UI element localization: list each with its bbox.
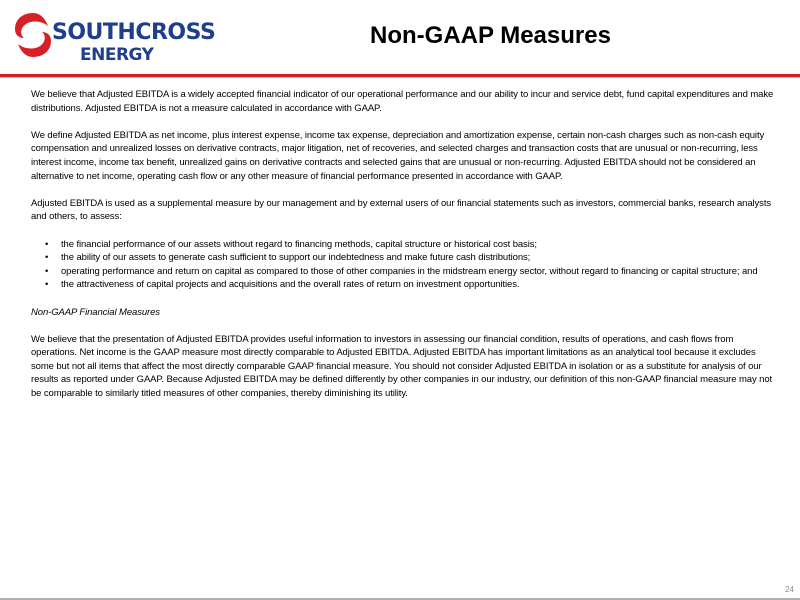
bullet-list [31, 238, 776, 292]
bullet-item: • the attractiveness of capital projects and acquisitions and the overall rates of return on investment opportunities. [31, 278, 776, 292]
bullet-item: • operating performance and return on capital as compared to those of other companies in the midstream energy sector, without regard to financing or capital structure; and [31, 265, 776, 279]
page-title: Non-GAAP Measures [370, 22, 611, 49]
logo-wordmark-primary: SOUTHCROSS [52, 20, 216, 45]
section-subheading: Non-GAAP Financial Measures [31, 306, 160, 318]
page-number: 24 [785, 585, 794, 594]
logo-wordmark-secondary: ENERGY [80, 45, 154, 65]
company-logo [12, 10, 216, 70]
body-paragraph: We define Adjusted EBITDA as net income, plus interest expense, income tax expense, depreciation and amortization expense, certain non-cash charges such as non-cash equity compensation and unrealized losses on derivative contracts, major litigation, net of recoveries, and selected charges and transaction costs that are unusual or non-recurring, less interest income, income tax benefit, unrealized gains on derivative contracts and selected gains that are unusual or non-recurring. Adjusted EBITDA should not be considered an alternative to net income, operating cash flow or any other measure of financial performance presented in accordance with GAAP. [31, 129, 765, 182]
southcross-swirl-icon [12, 10, 54, 60]
header-divider-shadow [0, 77, 800, 78]
bullet-item: • the financial performance of our assets without regard to financing methods, capital structure or historical cost basis; [31, 238, 776, 252]
body-paragraph: We believe that Adjusted EBITDA is a widely accepted financial indicator of our operational performance and our ability to incur and service debt, fund capital expenditures and make distributions. Adjusted EBITDA is not a measure calculated in accordance with GAAP. [31, 89, 774, 114]
bullet-item: • the ability of our assets to generate cash sufficient to support our indebtedness and make future cash distributions; [31, 251, 776, 265]
body-paragraph: We believe that the presentation of Adjusted EBITDA provides useful information to investors in assessing our financial condition, results of operations, and cash flows from operations. Net income is the GAAP measure most directly comparable to Adjusted EBITDA. Adjusted EBITDA has important limitations as an analytical tool because it excludes some but not all items that affect the most directly comparable GAAP financial measure. You should not consider Adjusted EBITDA in isolation or as a substitute for analysis of our results as reported under GAAP. Because Adjusted EBITDA may be defined differently by other companies in our industry, our definition of this non-GAAP financial measure may not be comparable to similarly titled measures of other companies, thereby diminishing its utility. [31, 333, 773, 400]
slide-body [31, 88, 776, 414]
body-paragraph: Adjusted EBITDA is used as a supplemental measure by our management and by external users of our financial statements such as investors, commercial banks, research analysts and others, to assess: [31, 197, 772, 223]
